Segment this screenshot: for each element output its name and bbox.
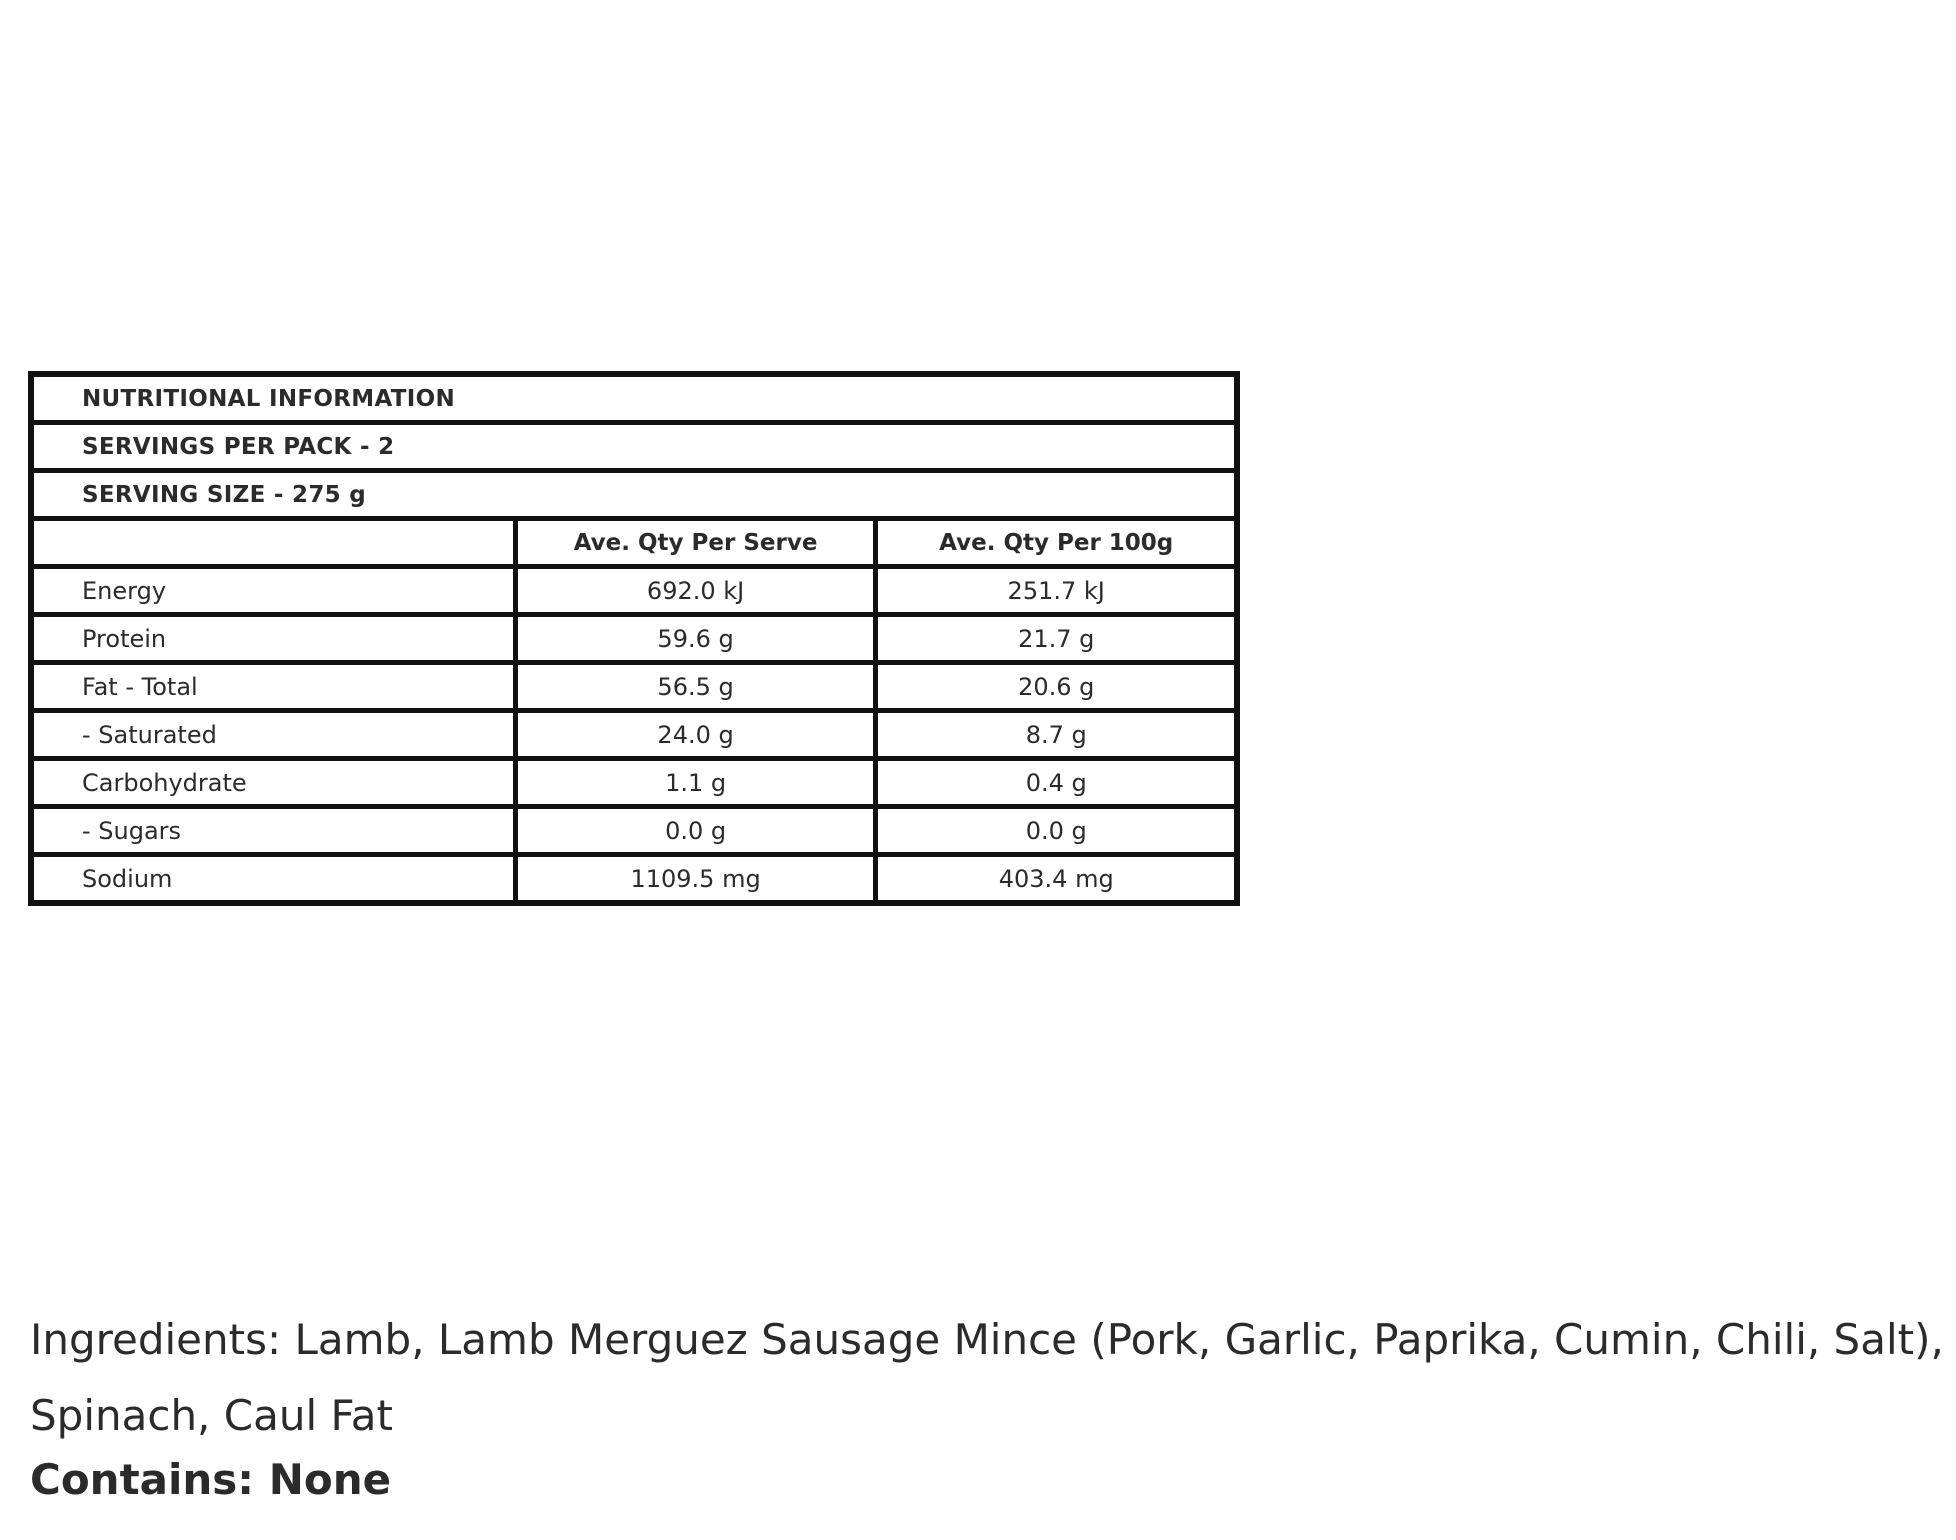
per-100g-value: 8.7 g — [876, 711, 1237, 759]
per-serve-value: 56.5 g — [515, 663, 876, 711]
per-serve-value: 692.0 kJ — [515, 567, 876, 615]
column-header-blank — [31, 519, 515, 567]
nutrient-name: Sodium — [31, 855, 515, 904]
column-header-per-serve: Ave. Qty Per Serve — [515, 519, 876, 567]
per-100g-value: 21.7 g — [876, 615, 1237, 663]
table-row — [31, 567, 1237, 615]
column-header-row — [31, 519, 1237, 567]
per-serve-value: 1.1 g — [515, 759, 876, 807]
per-100g-value: 0.0 g — [876, 807, 1237, 855]
ingredients-text: Ingredients: Lamb, Lamb Merguez Sausage Mince (Pork, Garlic, Paprika, Cumin, Chili, Salt), Spinach, Caul Fat — [30, 1315, 1944, 1440]
column-header-per-100g: Ave. Qty Per 100g — [876, 519, 1237, 567]
table-row — [31, 663, 1237, 711]
table-row — [31, 711, 1237, 759]
per-100g-value: 403.4 mg — [876, 855, 1237, 904]
per-100g-value: 0.4 g — [876, 759, 1237, 807]
nutrition-title: NUTRITIONAL INFORMATION — [31, 374, 1237, 423]
servings-row — [31, 423, 1237, 471]
per-serve-value: 0.0 g — [515, 807, 876, 855]
table-row — [31, 807, 1237, 855]
title-row — [31, 374, 1237, 423]
nutrition-table — [28, 371, 1240, 906]
servings-per-pack: SERVINGS PER PACK - 2 — [31, 423, 1237, 471]
per-100g-value: 20.6 g — [876, 663, 1237, 711]
allergen-contains-text: Contains: None — [30, 1455, 392, 1504]
per-100g-value: 251.7 kJ — [876, 567, 1237, 615]
serving-size: SERVING SIZE - 275 g — [31, 471, 1237, 519]
per-serve-value: 59.6 g — [515, 615, 876, 663]
table-row — [31, 615, 1237, 663]
serving-size-row — [31, 471, 1237, 519]
nutrient-name: Fat - Total — [31, 663, 515, 711]
table-row — [31, 855, 1237, 904]
per-serve-value: 1109.5 mg — [515, 855, 876, 904]
nutrient-name: - Sugars — [31, 807, 515, 855]
per-serve-value: 24.0 g — [515, 711, 876, 759]
nutrient-name: Protein — [31, 615, 515, 663]
nutrient-name: - Saturated — [31, 711, 515, 759]
nutrient-name: Carbohydrate — [31, 759, 515, 807]
table-row — [31, 759, 1237, 807]
nutrient-name: Energy — [31, 567, 515, 615]
